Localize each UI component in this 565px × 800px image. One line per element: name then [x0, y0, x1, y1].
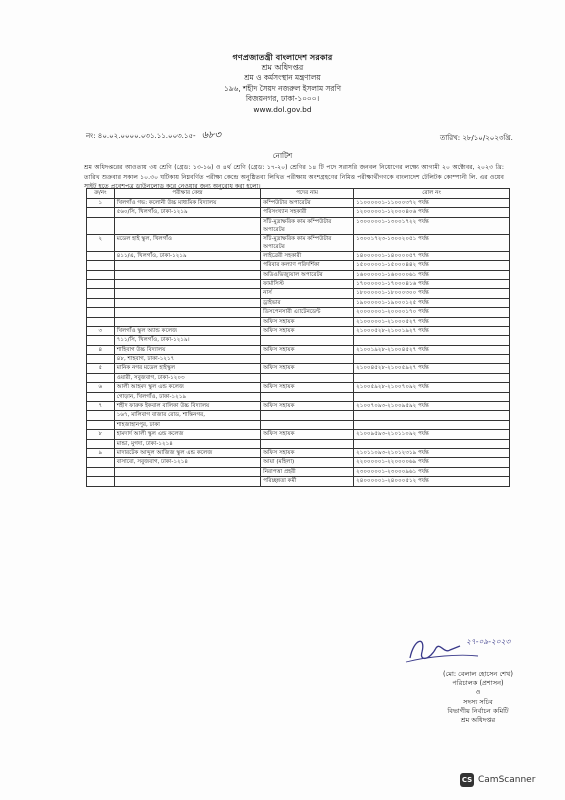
roll-cell: ১৪০০০০০১-১৪০০০০৫৭ পর্যন্ত [354, 251, 510, 260]
roll-cell [354, 336, 510, 345]
signatory-details [418, 670, 538, 725]
center-cell [114, 477, 260, 486]
signature-block [400, 632, 550, 668]
roll-cell: ১৫০০০০০১-১৫০০০৪৪২ পর্যন্ত [354, 261, 510, 270]
serial-cell [87, 289, 115, 298]
table-row [87, 199, 510, 208]
serial-cell: ১ [87, 199, 115, 208]
roll-cell [354, 420, 510, 429]
roll-cell [354, 355, 510, 364]
camscanner-watermark [460, 773, 535, 787]
serial-cell [87, 355, 115, 364]
address-city: বিজয়নগর, ঢাকা-১০০০। [245, 94, 320, 103]
roll-cell: ২১০০৭০৯৩-২১০০৯৫৯২ পর্যন্ত [354, 402, 510, 411]
serial-cell: ৩ [87, 326, 115, 335]
table-row [87, 411, 510, 420]
center-cell [114, 270, 260, 279]
roll-cell: ১৬০০০০০১-১৬০০০০৬১ পর্যন্ত [354, 270, 510, 279]
serial-cell: ৬ [87, 383, 115, 392]
serial-cell [87, 279, 115, 288]
post-cell: আয়া (মহিলা) [261, 458, 354, 467]
serial-cell [87, 217, 115, 234]
roll-cell: ২১০০৯৫৯৩-২১০১১০৯২ পর্যন্ত [354, 430, 510, 439]
table-row [87, 261, 510, 270]
post-cell: অফিস সহায়ক [261, 402, 354, 411]
roll-cell: ২১০১১০৯৩-২১০১২৩১৯ পর্যন্ত [354, 448, 510, 457]
table-row [87, 208, 510, 217]
roll-cell: ২১০০০০০১-২১০০০৫২৭ পর্যন্ত [354, 317, 510, 326]
department-name: শ্রম অধিদপ্তর [261, 62, 304, 72]
serial-cell [87, 439, 115, 448]
table-row [87, 392, 510, 401]
serial-cell [87, 420, 115, 429]
signatory-title: পরিচালক (প্রশাসন) [452, 679, 504, 688]
website-link[interactable]: www.dol.gov.bd [253, 104, 312, 114]
center-cell [114, 467, 260, 476]
table-row [87, 448, 510, 457]
post-cell: অডিওভিজ্যুয়াল অপারেটর [261, 270, 354, 279]
post-cell: অফিস সহায়ক [261, 326, 354, 335]
memo-label: নং: ৪০.০২.০০০০.০৩১.১১.০০৩.১৫- [86, 132, 196, 140]
ministry-name: শ্রম ও কর্মসংস্থান মন্ত্রণালয় [244, 73, 321, 82]
post-cell: অফিস সহায়ক [261, 317, 354, 326]
serial-cell [87, 308, 115, 317]
table-row [87, 217, 510, 234]
table-row [87, 364, 510, 373]
table-row [87, 279, 510, 288]
center-cell [114, 289, 260, 298]
center-cell [114, 317, 260, 326]
post-cell [261, 392, 354, 401]
table-row [87, 402, 510, 411]
center-cell: গোড়ান, খিলগাঁও, ঢাকা-১২১৯ [114, 392, 260, 401]
table-row [87, 345, 510, 354]
exam-center-table [86, 188, 510, 487]
serial-cell [87, 270, 115, 279]
center-cell: মাদারটেক আব্দুল আজিজ স্কুল এন্ড কলেজ [114, 448, 260, 457]
serial-cell [87, 477, 115, 486]
serial-cell: ৮ [87, 430, 115, 439]
table-row [87, 308, 510, 317]
post-cell: ড্রাইভার [261, 298, 354, 307]
post-cell: ফার্মাসিস্ট [261, 279, 354, 288]
roll-cell: ২৩০০০০০১-২৩০০০৯৬১ পর্যন্ত [354, 467, 510, 476]
issue-date: তারিখ: ২৮/১০/২০২৩খ্রি. [440, 134, 513, 142]
table-row [87, 336, 510, 345]
signature-date: ২৭-০৯-২০২৩ [466, 637, 511, 646]
center-cell [114, 298, 260, 307]
post-cell: অফিস সহায়ক [261, 364, 354, 373]
letterhead [0, 52, 565, 115]
post-cell [261, 355, 354, 364]
serial-cell: ২ [87, 234, 115, 251]
serial-cell [87, 208, 115, 217]
center-cell: শাহজাহানপুর, ঢাকা [114, 420, 260, 429]
center-cell: ৫৬০/সি, খিলগাঁও, ঢাকা-১২১৯ [114, 208, 260, 217]
table-row [87, 458, 510, 467]
center-cell: হামদার্দ আলী স্কুল এন্ড কলেজ [114, 430, 260, 439]
office-name: শ্রম অধিদপ্তর [460, 716, 496, 725]
serial-cell [87, 251, 115, 260]
header-roll: রোল নং [354, 189, 510, 199]
serial-cell: ৯ [87, 448, 115, 457]
roll-cell [354, 411, 510, 420]
table-row [87, 420, 510, 429]
roll-cell: ১১০০০০০১-১১০০০৩৭২ পর্যন্ত [354, 199, 510, 208]
roll-cell: ১৮০০০০০১-১৮০০০৩০০ পর্যন্ত [354, 289, 510, 298]
roll-cell [354, 439, 510, 448]
serial-cell: ৪ [87, 345, 115, 354]
roll-cell: ২৪০০০০০১-২৪০০০৫১২ পর্যন্ত [354, 477, 510, 486]
serial-cell [87, 458, 115, 467]
post-cell [261, 336, 354, 345]
table-row [87, 430, 510, 439]
post-cell: অফিস সহায়ক [261, 345, 354, 354]
roll-cell: ২২০০০০০১-২২০০০০৬৯ পর্যন্ত [354, 458, 510, 467]
post-cell [261, 373, 354, 382]
post-cell: অফিস সহায়ক [261, 430, 354, 439]
camscanner-logo-icon: CS [460, 773, 474, 787]
post-cell: কম্পিউটার অপারেটর [261, 199, 354, 208]
roll-cell: ১৩০০০০০১-১৩০০১৭২২ পর্যন্ত [354, 217, 510, 234]
center-cell: ৭১১/সি, খিলগাঁও, ঢাকা-১২১৯। [114, 336, 260, 345]
roll-cell [354, 392, 510, 401]
roll-cell [354, 373, 510, 382]
center-cell: ওয়ারী, সবুজবাগ, ঢাকা-১২০৩ [114, 373, 260, 382]
post-cell: লাইব্রেরী সহকারী [261, 251, 354, 260]
post-cell: ডিসপেনসারী এ্যাটেনডেন্ট [261, 308, 354, 317]
table-row [87, 383, 510, 392]
header-serial: ক্র/নং [87, 189, 115, 199]
table-row [87, 355, 510, 364]
post-cell: সাঁট-মুদ্রাক্ষরিক কাম কম্পিউটার অপারেটর [261, 234, 354, 251]
roll-cell: ২০০০০০০১-২০০০০১৭০ পর্যন্ত [354, 308, 510, 317]
roll-cell: ২১০০৫৯২৮-২১০০৭০৯২ পর্যন্ত [354, 383, 510, 392]
serial-cell [87, 298, 115, 307]
center-cell [114, 308, 260, 317]
center-cell: ১৬৭, মালিবাগ বাজার রোড, শান্তিনগর, [114, 411, 260, 420]
center-cell: শাহিবাগ উচ্চ বিদ্যালয় [114, 345, 260, 354]
post-cell [261, 439, 354, 448]
roll-cell: ১৭০০০০০১-১৭০০০৪১৬ পর্যন্ত [354, 279, 510, 288]
committee-name: বিভাগীয় নির্বাচন কমিটি [447, 706, 509, 715]
address-line: ১৯৬, শহীদ সৈয়দ নজরুল ইসলাম সরণি [223, 83, 342, 93]
roll-cell: ১২০০০০০১-১২০০০৪০৬ পর্যন্ত [354, 208, 510, 217]
serial-cell [87, 467, 115, 476]
serial-cell [87, 392, 115, 401]
serial-cell [87, 261, 115, 270]
table-row [87, 251, 510, 260]
post-cell: পরিচ্ছন্নতা কর্মী [261, 477, 354, 486]
serial-cell: ৭ [87, 402, 115, 411]
table-row [87, 298, 510, 307]
table-row [87, 477, 510, 486]
govt-name: গণপ্রজাতন্ত্রী বাংলাদেশ সরকার [232, 52, 333, 62]
center-cell [114, 261, 260, 270]
table-row [87, 234, 510, 251]
notice-title: নোটিশ [272, 151, 293, 160]
roll-cell: ২১০০১৯২৮-২১০০৪৫২৭ পর্যন্ত [354, 345, 510, 354]
post-cell: সাঁট-মুদ্রাক্ষরিক কাম কম্পিউটার অপারেটর [261, 217, 354, 234]
camscanner-label: CamScanner [478, 775, 536, 785]
roll-cell: ১৩০০১৭২৩-১৩০০২০৫১ পর্যন্ত [354, 234, 510, 251]
signatory-role: সদস্য সচিব [463, 697, 493, 706]
header-center: পরীক্ষার কেন্দ্র [114, 189, 260, 199]
post-cell [261, 411, 354, 420]
serial-cell [87, 317, 115, 326]
center-cell: মানিক নগর মডেল হাইস্কুল [114, 364, 260, 373]
post-cell: পরিসংখ্যান সহকারী [261, 208, 354, 217]
memo-handwritten-number: ৬৮৩ [201, 130, 222, 141]
serial-cell [87, 373, 115, 382]
center-cell: ৪১১/এ, খিলগাঁও, ঢাকা-১২১৯ [114, 251, 260, 260]
center-cell [114, 217, 260, 234]
table-row [87, 270, 510, 279]
center-cell: মান্ডা, মুগদা, ঢাকা-১২১৪ [114, 439, 260, 448]
table-row [87, 439, 510, 448]
center-cell [114, 279, 260, 288]
serial-cell [87, 411, 115, 420]
table-row [87, 326, 510, 335]
table-header-row [87, 189, 510, 199]
post-cell: পরিবার কল্যাণ পরিদর্শিকা [261, 261, 354, 270]
header-post: পদের নাম [261, 189, 354, 199]
memo-number [86, 128, 221, 145]
serial-cell: ৫ [87, 364, 115, 373]
post-cell [261, 420, 354, 429]
center-cell: ৪৮, শাহবাগ, ঢাকা-১২১৭ [114, 355, 260, 364]
table-row [87, 317, 510, 326]
roll-cell: ১৯০০০০০১-১৯০০০১২৫ পর্যন্ত [354, 298, 510, 307]
roll-cell: ২১০০০৫২৮-২১০০১৯২৭ পর্যন্ত [354, 326, 510, 335]
center-cell: বাসাবো, সবুজবাগ, ঢাকা-১২১৪ [114, 458, 260, 467]
table-row [87, 289, 510, 298]
post-cell: অফিস সহায়ক [261, 383, 354, 392]
signatory-name: (মো: বেলাল হোসেন শেখ) [443, 670, 513, 678]
center-cell: খিলগাঁও স্কুল অ্যান্ড কলেজ [114, 326, 260, 335]
table-row [87, 467, 510, 476]
notice-body: শ্রম অধিদপ্তরের আওতায় ৩য় শ্রেণি (গ্রেড: ১৩-১৬) ও ৪র্থ শ্রেণি (গ্রেড: ১৭-২০) শ্রেণির ১৪ টি পদে সরাসরি জনবল নিয়োগের লক্ষ্যে আগামী ২০ অক্টোবর, ২০২৩ খ্রি: তারিখ শুক্রবার সকাল ১০.৩০ ঘটিকায় নিম্নবর্ণিত পরীক্ষা কেন্দ্রে অনুষ্ঠিতব্য লিখিত পরীক্ষায় অংশগ্রহণের নিমিত্ত পরীক্ষার্থীগণকে বাংলাদেশ টেলিটক কোম্পানী লি. এর ওয়েব সাইট হতে প্রবেশপত্র ডাউনলোড করে নেওয়ার জন্য অনুরোধ করা হলো। [84, 164, 504, 190]
roll-cell: ২১০০৪৫২৮-২১০০৫৯২৭ পর্যন্ত [354, 364, 510, 373]
post-cell: নার্স [261, 289, 354, 298]
table-row [87, 373, 510, 382]
post-cell: নিরাপত্তা প্রহরী [261, 467, 354, 476]
center-cell: মডেল হাই স্কুল, খিলগাঁও [114, 234, 260, 251]
signatory-conjunction: ও [475, 688, 481, 697]
center-cell: আলী আহমদ স্কুল এন্ড কলেজ [114, 383, 260, 392]
center-cell: শহীদ ফারুক ইকবাল বালিকা উচ্চ বিদ্যালয় [114, 402, 260, 411]
serial-cell [87, 336, 115, 345]
post-cell: অফিস সহায়ক [261, 448, 354, 457]
table-body [87, 199, 510, 487]
center-cell: খিলগাঁও গভ: কলোনী উচ্চ মাধ্যমিক বিদ্যালয় [114, 199, 260, 208]
